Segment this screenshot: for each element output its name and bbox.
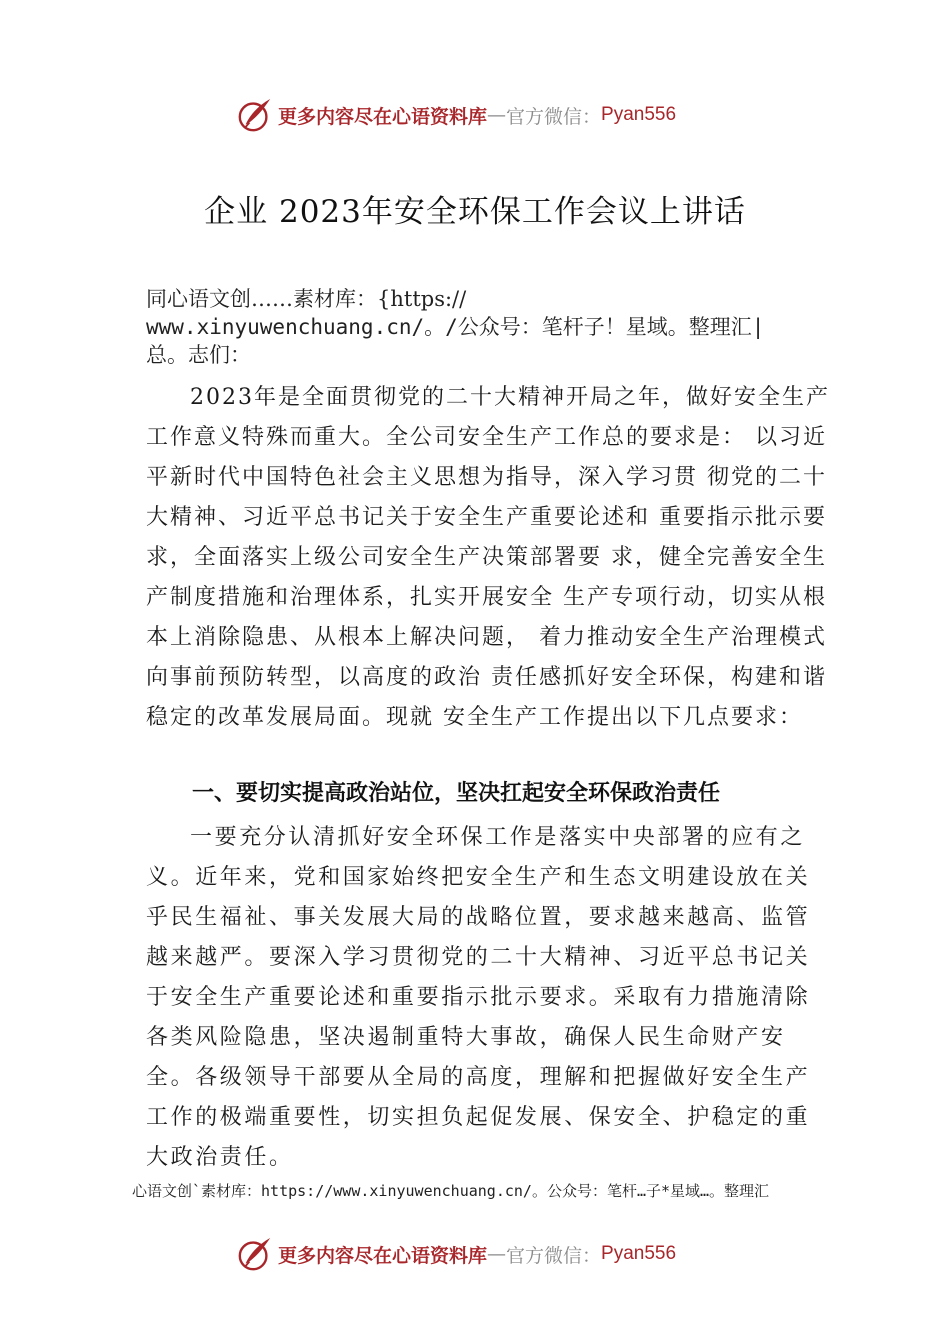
header-banner bbox=[236, 95, 676, 135]
meta-line-2: www.xinyuwenchuang.cn/。/公众号：笔杆子！星域。整理汇| bbox=[146, 315, 765, 339]
quill-pen-logo-icon bbox=[236, 96, 274, 134]
paragraph-section-1: 一要充分认清抓好安全环保工作是落实中央部署的应有之义。近年来，党和国家始终把安全生产和生态文明建设放在关乎民生福祉、事关发展大局的战略位置，要求越来越高、监管越来越严。要深入学习贯彻党的二十大精神、习近平总书记关于安全生产重要论述和重要指示批示要求。采取有力措施清除各类风险隐患，坚决遏制重特大事故，确保人民生命财产安全。各级领导干部要从全局的高度，理解和把握做好安全生产工作的极端重要性，切实担负起促发展、保安全、护稳定的重大政治责任。 bbox=[146, 825, 811, 1170]
banner-dash: — bbox=[487, 104, 507, 126]
banner-slogan: 更多内容尽在心语资料库 bbox=[278, 105, 488, 128]
section-heading-1: 一、要切实提高政治站位，坚决扛起安全环保政治责任 bbox=[192, 781, 721, 806]
document-title: 企业 2023年安全环保工作会议上讲话 bbox=[204, 194, 746, 230]
paragraph-intro: 2023年是全面贯彻党的二十大精神开局之年，做好安全生产工作意义特殊而重大。全公司安全生产工作总的要求是： 以习近平新时代中国特色社会主义思想为指导，深入学习贯 彻党的二十大精神、习近平总书记关于安全生产重要论述和 重要指示批示要求，全面落实上级公司安全生产决策部署要 求，健全完善安全生产制度措施和治理体系，扎实开展安全 生产专项行动，切实从根本上消除隐患、从根本上解决问题， 着力推动安全生产治理模式向事前预防转型，以高度的政治 责任感抓好安全环保，构建和谐稳定的改革发展局面。现就 安全生产工作提出以下几点要求： bbox=[146, 385, 830, 730]
footer-banner bbox=[236, 1234, 676, 1274]
banner-wechat-id: Pyan556 bbox=[601, 1243, 677, 1264]
banner-wechat-label: 官方微信： bbox=[506, 105, 602, 128]
banner-dash: — bbox=[487, 1243, 507, 1265]
footer-source-line: 心语文创`素材库：https://www.xinyuwenchuang.cn/。公众号：笔杆…子*星域…。整理汇 bbox=[132, 1182, 770, 1200]
banner-slogan: 更多内容尽在心语资料库 bbox=[278, 1244, 488, 1267]
banner-wechat-id: Pyan556 bbox=[601, 104, 677, 125]
source-meta bbox=[146, 285, 836, 369]
meta-line-1: 同心语文创……素材库：{https:// bbox=[146, 287, 467, 311]
meta-line-3: 总。志们： bbox=[146, 343, 251, 367]
quill-pen-logo-icon bbox=[236, 1235, 274, 1273]
banner-wechat-label: 官方微信： bbox=[506, 1244, 602, 1267]
